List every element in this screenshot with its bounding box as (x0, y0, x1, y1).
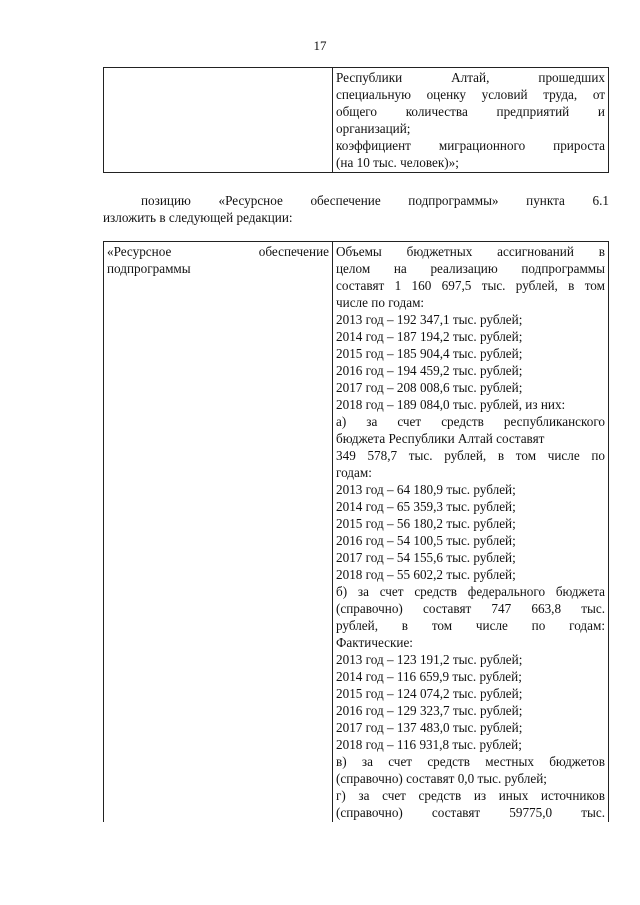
table-cell-right (333, 68, 609, 173)
text-line: организаций; (336, 121, 411, 136)
text-line: 2013 год – 192 347,1 тыс. рублей; (336, 312, 523, 327)
text-line: 2013 год – 123 191,2 тыс. рублей; (336, 652, 523, 667)
text-line: подпрограммы (107, 261, 191, 276)
text-line: 2015 год – 124 074,2 тыс. рублей; (336, 686, 523, 701)
cell-lines (336, 243, 605, 821)
text-line: целом на реализацию подпрограммы (336, 261, 605, 276)
text-line: в) за счет средств местных бюджетов (336, 754, 605, 769)
text-line: б) за счет средств федерального бюджета (336, 584, 605, 599)
text-line: 2017 год – 137 483,0 тыс. рублей; (336, 720, 523, 735)
cell-lines (336, 69, 605, 171)
text-line: рублей, в том числе по годам: (336, 618, 605, 633)
text-line: (справочно) составят 0,0 тыс. рублей; (336, 771, 547, 786)
table-cell-label (104, 242, 333, 823)
text-line: 2018 год – 55 602,2 тыс. рублей; (336, 567, 516, 582)
table-resources (103, 241, 609, 822)
text-line: (на 10 тыс. человек)»; (336, 155, 459, 170)
paragraph-line-1: позицию «Ресурсное обеспечение подпрограммы» пункта 6.1 (141, 193, 609, 208)
text-line: 2015 год – 56 180,2 тыс. рублей; (336, 516, 516, 531)
text-line: 2014 год – 187 194,2 тыс. рублей; (336, 329, 523, 344)
text-line: 2014 год – 65 359,3 тыс. рублей; (336, 499, 516, 514)
page-number: 17 (313, 38, 327, 53)
text-line: (справочно) составят 747 663,8 тыс. (336, 601, 605, 616)
amendment-paragraph (103, 192, 609, 226)
text-line: общего количества предприятий и (336, 104, 605, 119)
table-cell-left-empty (104, 68, 333, 173)
text-line: составят 1 160 697,5 тыс. рублей, в том (336, 278, 605, 293)
table-row (104, 68, 609, 173)
text-line: 2018 год – 116 931,8 тыс. рублей; (336, 737, 522, 752)
text-line: коэффициент миграционного прироста (336, 138, 605, 153)
text-line: 2015 год – 185 904,4 тыс. рублей; (336, 346, 523, 361)
text-line: специальную оценку условий труда, от (336, 87, 605, 102)
text-line: а) за счет средств республиканского (336, 414, 605, 429)
text-line: 2016 год – 54 100,5 тыс. рублей; (336, 533, 516, 548)
paragraph-line-2: изложить в следующей редакции: (103, 210, 293, 225)
table-cell-content (333, 242, 609, 823)
text-line: г) за счет средств из иных источников (336, 788, 605, 803)
text-line: 349 578,7 тыс. рублей, в том числе по (336, 448, 605, 463)
text-line: «Ресурсное обеспечение (107, 244, 329, 259)
text-line: числе по годам: (336, 295, 425, 310)
text-line: Объемы бюджетных ассигнований в (336, 244, 605, 259)
text-line: 2016 год – 129 323,7 тыс. рублей; (336, 703, 523, 718)
text-line: 2017 год – 54 155,6 тыс. рублей; (336, 550, 516, 565)
text-line: 2018 год – 189 084,0 тыс. рублей, из них: (336, 397, 566, 412)
table-top-fragment (103, 67, 609, 173)
text-line: (справочно) составят 59775,0 тыс. (336, 805, 605, 820)
text-line: 2016 год – 194 459,2 тыс. рублей; (336, 363, 523, 378)
text-line: Фактические: (336, 635, 413, 650)
table-row (104, 242, 609, 823)
text-line: бюджета Республики Алтай составят (336, 431, 545, 446)
text-line: 2013 год – 64 180,9 тыс. рублей; (336, 482, 516, 497)
text-line: Республики Алтай, прошедших (336, 70, 605, 85)
text-line: годам: (336, 465, 372, 480)
cell-lines (107, 243, 329, 277)
text-line: 2017 год – 208 008,6 тыс. рублей; (336, 380, 523, 395)
text-line: 2014 год – 116 659,9 тыс. рублей; (336, 669, 522, 684)
